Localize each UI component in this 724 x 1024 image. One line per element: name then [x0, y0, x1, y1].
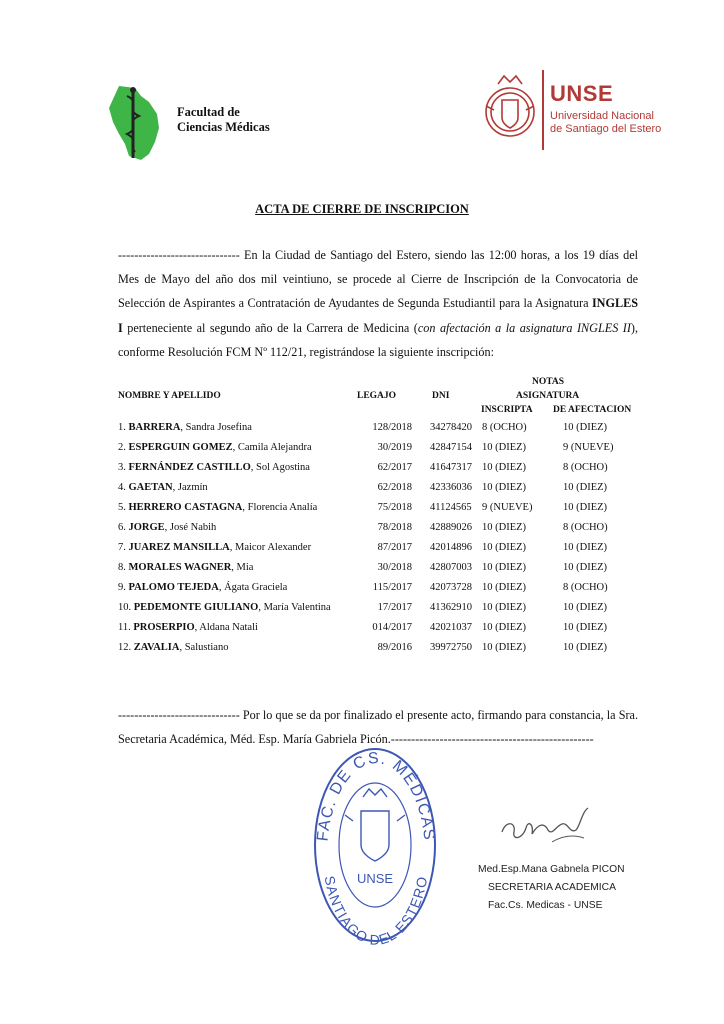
cell-dni: 41647317	[430, 462, 472, 473]
cell-surname: ESPERGUIN GOMEZ	[128, 442, 233, 453]
cell-legajo: 78/2018	[377, 522, 412, 533]
intro-paragraph	[118, 243, 638, 364]
cell-name	[118, 502, 317, 513]
intro-text-1: En la Ciudad de Santiago del Estero, siendo las 12:00 horas, a los 19 días del Mes de Mayo del año dos mil veintiuno, se procede al Cierre de Inscripción de la Convocatoria de Selección de Aspirantes a Contratación de Ayudantes de Segunda Estudiantil para la Asignatura	[118, 248, 638, 311]
table-row	[118, 622, 658, 642]
cell-afectacion: 10 (DIEZ)	[563, 602, 608, 613]
cell-inscripta: 10 (DIEZ)	[482, 482, 527, 493]
cell-name	[118, 422, 252, 433]
cell-afectacion: 10 (DIEZ)	[563, 642, 608, 653]
university-name: UNSE	[550, 81, 614, 106]
cell-inscripta: 9 (NUEVE)	[482, 502, 533, 513]
cell-afectacion: 8 (OCHO)	[563, 522, 608, 533]
closing-trail-dashes: --------------------------------------------------	[390, 732, 594, 747]
cell-inscripta: 10 (DIEZ)	[482, 542, 527, 553]
cell-legajo: 17/2017	[377, 602, 412, 613]
faculty-logo	[105, 84, 275, 164]
cell-given-name: , Mia	[231, 562, 254, 573]
cell-afectacion: 10 (DIEZ)	[563, 502, 608, 513]
cell-inscripta: 10 (DIEZ)	[482, 562, 527, 573]
header-asignatura: ASIGNATURA	[516, 391, 580, 401]
cell-surname: PEDEMONTE GIULIANO	[133, 602, 259, 613]
header-inscripta: INSCRIPTA	[481, 405, 533, 415]
table-row	[118, 542, 658, 562]
cell-inscripta: 10 (DIEZ)	[482, 582, 527, 593]
university-divider	[542, 70, 544, 150]
cell-given-name: , Camila Alejandra	[232, 442, 312, 453]
cell-surname: HERRERO CASTAGNA	[128, 502, 243, 513]
cell-given-name: , José Nabih	[164, 522, 217, 533]
cell-dni: 39972750	[430, 642, 472, 653]
handwritten-signature	[492, 800, 612, 850]
cell-afectacion: 10 (DIEZ)	[563, 622, 608, 633]
cell-surname: ZAVALIA	[133, 642, 180, 653]
cell-dni: 41124565	[430, 502, 472, 513]
cell-number: 6.	[118, 522, 126, 533]
cell-afectacion: 8 (OCHO)	[563, 462, 608, 473]
cell-name	[118, 622, 258, 633]
cell-dni: 42889026	[430, 522, 472, 533]
cell-legajo: 30/2019	[377, 442, 412, 453]
cell-afectacion: 8 (OCHO)	[563, 582, 608, 593]
faculty-name-line2: Ciencias Médicas	[177, 120, 270, 134]
subject-name: INGLES I	[118, 296, 638, 335]
cell-given-name: , Maicor Alexander	[229, 542, 312, 553]
stamp-center-text: UNSE	[356, 871, 394, 886]
header-legajo: LEGAJO	[357, 391, 397, 401]
cell-number: 2.	[118, 442, 126, 453]
cell-dni: 42807003	[430, 562, 472, 573]
cell-name	[118, 462, 310, 473]
cell-legajo: 75/2018	[377, 502, 412, 513]
cell-name	[118, 582, 287, 593]
caduceus-map-icon	[105, 84, 175, 164]
cell-surname: MORALES WAGNER	[128, 562, 232, 573]
cell-dni: 42021037	[430, 622, 472, 633]
university-crest-icon	[482, 70, 538, 150]
cell-given-name: , Sandra Josefina	[180, 422, 252, 433]
cell-afectacion: 9 (NUEVE)	[563, 442, 614, 453]
cell-afectacion: 10 (DIEZ)	[563, 542, 608, 553]
header-name: NOMBRE Y APELLIDO	[118, 391, 221, 401]
university-logo	[482, 70, 662, 150]
header-dni: DNI	[432, 391, 450, 401]
table-row	[118, 502, 658, 522]
cell-name	[118, 562, 253, 573]
table-row	[118, 462, 658, 482]
cell-name	[118, 482, 208, 493]
stamp-top-text: FAC. DE CS. MÉDICAS	[314, 749, 438, 843]
cell-dni: 42847154	[430, 442, 472, 453]
cell-legajo: 30/2018	[377, 562, 412, 573]
intro-italic: con afectación a la asignatura INGLES II	[417, 320, 631, 335]
faculty-name-line1: Facultad de	[177, 105, 240, 119]
cell-dni: 34278420	[430, 422, 472, 433]
table-row	[118, 422, 658, 442]
signature-block	[478, 800, 648, 940]
cell-number: 12.	[118, 642, 132, 653]
document-title: ACTA DE CIERRE DE INSCRIPCION	[255, 202, 469, 216]
cell-given-name: , Ágata Graciela	[218, 582, 288, 593]
cell-legajo: 89/2016	[377, 642, 412, 653]
cell-number: 1.	[118, 422, 126, 433]
svg-text:FAC. DE CS. MÉDICAS	[315, 750, 438, 842]
cell-inscripta: 10 (DIEZ)	[482, 442, 527, 453]
cell-inscripta: 10 (DIEZ)	[482, 522, 527, 533]
oval-seal-icon	[313, 745, 438, 945]
cell-number: 10.	[118, 602, 132, 613]
cell-dni: 42336036	[430, 482, 472, 493]
cell-surname: JUAREZ MANSILLA	[128, 542, 230, 553]
intro-text-3: ), conforme Resolución FCM Nº 112/21, registrándose la siguiente inscripción:	[118, 320, 638, 359]
university-subtitle-line2: de Santiago del Estero	[550, 123, 662, 135]
cell-given-name: , Salustiano	[179, 642, 229, 653]
cell-given-name: , María Valentina	[258, 602, 331, 613]
cell-number: 7.	[118, 542, 126, 553]
cell-dni: 42014896	[430, 542, 472, 553]
cell-legajo: 115/2017	[372, 582, 412, 593]
cell-name	[118, 602, 331, 613]
cell-legajo: 128/2018	[372, 422, 412, 433]
table-row	[118, 562, 658, 582]
cell-inscripta: 10 (DIEZ)	[482, 602, 527, 613]
header-afectacion: DE AFECTACION	[553, 405, 632, 415]
cell-surname: JORGE	[128, 522, 165, 533]
cell-given-name: , Florencia Analía	[242, 502, 318, 513]
table-row	[118, 442, 658, 462]
table-row	[118, 642, 658, 662]
cell-name	[118, 522, 216, 533]
cell-number: 5.	[118, 502, 126, 513]
cell-given-name: , Jazmín	[172, 482, 208, 493]
cell-inscripta: 10 (DIEZ)	[482, 622, 527, 633]
cell-name	[118, 542, 311, 553]
table-row	[118, 482, 658, 502]
cell-legajo: 014/2017	[372, 622, 412, 633]
cell-afectacion: 10 (DIEZ)	[563, 482, 608, 493]
cell-inscripta: 10 (DIEZ)	[482, 462, 527, 473]
cell-surname: PROSERPIO	[133, 622, 195, 633]
table-row	[118, 582, 658, 602]
cell-afectacion: 10 (DIEZ)	[563, 422, 608, 433]
cell-number: 11.	[118, 622, 131, 633]
cell-number: 8.	[118, 562, 126, 573]
cell-inscripta: 10 (DIEZ)	[482, 642, 527, 653]
cell-number: 3.	[118, 462, 126, 473]
cell-number: 9.	[118, 582, 126, 593]
cell-legajo: 87/2017	[377, 542, 412, 553]
cell-inscripta: 8 (OCHO)	[482, 422, 527, 433]
table-row	[118, 522, 658, 542]
closing-text: Por lo que se da por finalizado el presente acto, firmando para constancia, la Sra. Secretaria Académica, Méd. Esp. María Gabriela Picón.	[118, 708, 638, 747]
table-row	[118, 602, 658, 622]
signer-institution: Fac.Cs. Medicas - UNSE	[488, 900, 603, 911]
cell-surname: GAETAN	[128, 482, 173, 493]
university-subtitle	[550, 110, 661, 136]
cell-surname: BARRERA	[128, 422, 181, 433]
cell-given-name: , Sol Agostina	[250, 462, 310, 473]
stamp-bottom-text: SANTIAGO DEL ESTERO	[321, 874, 431, 945]
cell-legajo: 62/2017	[377, 462, 412, 473]
intro-text-2: perteneciente al segundo año de la Carrera de Medicina (	[122, 320, 418, 335]
signer-name: Med.Esp.Mana Gabnela PICON	[478, 864, 625, 875]
header-notas: NOTAS	[532, 377, 565, 387]
intro-dashes: ------------------------------	[118, 248, 240, 262]
cell-dni: 42073728	[430, 582, 472, 593]
closing-dashes: ------------------------------	[118, 708, 240, 722]
university-subtitle-line1: Universidad Nacional	[550, 110, 654, 122]
cell-name	[118, 442, 312, 453]
cell-afectacion: 10 (DIEZ)	[563, 562, 608, 573]
cell-legajo: 62/2018	[377, 482, 412, 493]
cell-surname: FERNÁNDEZ CASTILLO	[128, 462, 251, 473]
cell-surname: PALOMO TEJEDA	[128, 582, 219, 593]
cell-number: 4.	[118, 482, 126, 493]
cell-name	[118, 642, 228, 653]
cell-given-name: , Aldana Natali	[194, 622, 258, 633]
cell-dni: 41362910	[430, 602, 472, 613]
signer-role: SECRETARIA ACADEMICA	[488, 882, 616, 893]
faculty-stamp	[313, 745, 438, 945]
